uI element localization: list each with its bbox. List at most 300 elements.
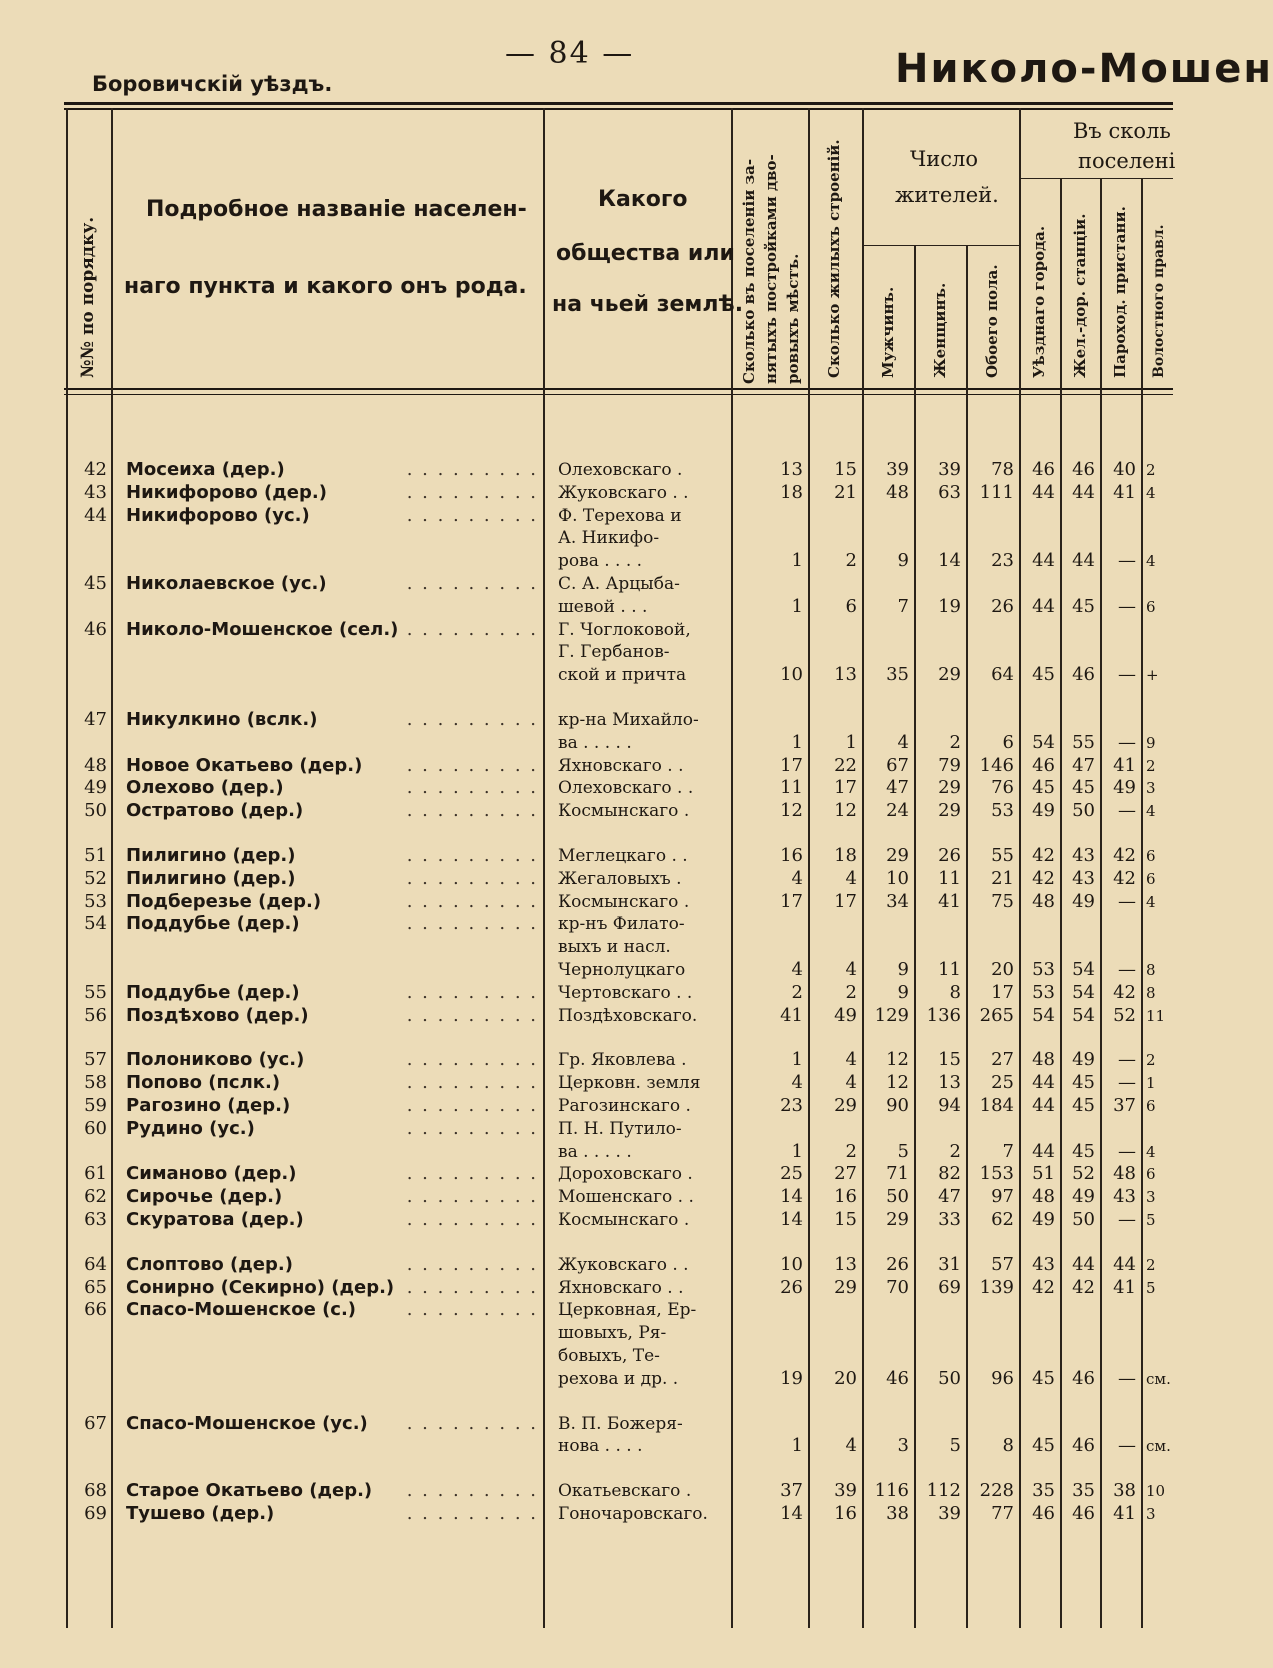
society-line: Олеховскаго . . (558, 778, 694, 799)
cell-pier: — (1118, 550, 1136, 572)
cell-f: 39 (938, 459, 961, 480)
cell-yards: 17 (780, 754, 803, 776)
header-bottom-rule (64, 388, 1173, 390)
page-number: — 84 — (505, 36, 635, 71)
place-name: Поддубье (дер.) (126, 913, 300, 935)
header-distance-line1: Въ сколь (1073, 119, 1171, 143)
cell-town: 44 (1032, 1140, 1055, 1162)
cell-yards: 14 (780, 1503, 803, 1524)
cell-volost: 10 (1146, 1482, 1166, 1501)
cell-m: 70 (886, 1276, 909, 1298)
cell-town: 48 (1032, 890, 1055, 912)
cell-pier: — (1118, 890, 1136, 912)
cell-rail: 54 (1072, 958, 1095, 980)
cell-yards: 37 (780, 1480, 803, 1502)
cell-yards: 19 (780, 1367, 803, 1389)
cell-t: 184 (979, 1095, 1014, 1116)
cell-bld: 4 (845, 867, 857, 889)
cell-bld: 29 (834, 1276, 857, 1298)
cell-town: 45 (1032, 1435, 1055, 1457)
cell-rail: 44 (1072, 1253, 1095, 1275)
cell-f: 136 (926, 1004, 961, 1026)
cell-town: 44 (1032, 595, 1055, 617)
cell-volost: 2 (1146, 1255, 1156, 1274)
row-number: 52 (84, 867, 107, 889)
society-line: Яхновскаго . . (558, 1277, 684, 1298)
place-name: Никифорово (ус.) (126, 504, 310, 526)
cell-rail: 49 (1072, 1186, 1095, 1208)
table-row (0, 1255, 1173, 1278)
leader-dots: . . . . . . . . . (406, 1186, 538, 1208)
leader-dots: . . . . . . . . . (406, 1503, 538, 1524)
cell-town: 46 (1032, 754, 1055, 776)
cell-volost: 6 (1146, 1097, 1156, 1115)
leader-dots: . . . . . . . . . (406, 1253, 538, 1275)
society-line: ской и причта (558, 665, 687, 686)
cell-pier: — (1118, 958, 1136, 980)
leader-dots: . . . . . . . . . (406, 890, 538, 912)
cell-t: 6 (1002, 731, 1014, 753)
district-title: Боровичскій уѣздъ. (92, 72, 333, 96)
place-name: Остратово (дер.) (126, 800, 304, 822)
table-row (0, 1096, 1173, 1119)
cell-f: 8 (949, 981, 961, 1003)
cell-yards: 13 (780, 459, 803, 480)
society-line: шевой . . . (558, 596, 648, 617)
cell-bld: 27 (834, 1163, 857, 1185)
cell-f: 15 (938, 1049, 961, 1071)
cell-t: 75 (991, 890, 1014, 912)
cell-volost: 4 (1146, 552, 1156, 571)
cell-volost: см. (1146, 1369, 1171, 1388)
place-name: Поздѣхово (дер.) (126, 1004, 309, 1026)
cell-bld: 12 (834, 800, 857, 822)
cell-t: 27 (991, 1049, 1014, 1071)
cell-bld: 22 (834, 754, 857, 776)
cell-rail: 45 (1072, 1140, 1095, 1162)
header-volost-board: Волостного правл. (1151, 224, 1167, 378)
cell-m: 129 (874, 1004, 909, 1026)
header-society-line2: общества или (556, 241, 735, 266)
row-number: 67 (84, 1412, 107, 1434)
cell-t: 228 (979, 1480, 1014, 1502)
cell-t: 265 (979, 1004, 1014, 1026)
cell-volost: + (1146, 666, 1159, 685)
place-name: Полониково (ус.) (126, 1049, 305, 1071)
cell-m: 35 (886, 664, 909, 686)
cell-m: 34 (886, 890, 909, 912)
cell-pier: — (1118, 1209, 1136, 1230)
cell-yards: 1 (791, 1140, 803, 1162)
cell-f: 29 (938, 800, 961, 822)
leader-dots: . . . . . . . . . (406, 1299, 538, 1321)
society-line: выхъ и насл. (558, 937, 671, 958)
cell-yards: 23 (780, 1095, 803, 1116)
cell-f: 11 (938, 867, 961, 889)
cell-volost: 1 (1146, 1074, 1156, 1093)
cell-t: 55 (991, 845, 1014, 866)
cell-yards: 4 (791, 867, 803, 889)
cell-volost: 6 (1146, 597, 1156, 616)
leader-dots: . . . . . . . . . (406, 1004, 538, 1026)
row-number: 49 (84, 777, 107, 799)
cell-volost: 3 (1146, 779, 1156, 798)
cell-town: 49 (1032, 1209, 1055, 1230)
cell-pier: — (1118, 664, 1136, 686)
society-line: шовыхъ, Ря- (558, 1323, 667, 1344)
header-yards: Сколько въ поселеніи за- нятыхъ постройками дво- ровыхъ мѣстъ. (740, 154, 802, 384)
society-line: Г. Гербанов- (558, 642, 670, 663)
residents-subrule (862, 245, 1019, 246)
leader-dots: . . . . . . . . . (406, 1072, 538, 1094)
cell-f: 112 (926, 1480, 961, 1502)
table-row (0, 460, 1173, 483)
row-number: 61 (84, 1163, 107, 1185)
cell-t: 20 (991, 958, 1014, 980)
cell-rail: 35 (1072, 1480, 1095, 1502)
place-name: Симаново (дер.) (126, 1163, 297, 1185)
society-line: Жуковскаго . . (558, 1254, 689, 1275)
society-line: кр-нъ Филато- (558, 914, 685, 935)
cell-town: 46 (1032, 1503, 1055, 1524)
cell-f: 50 (938, 1367, 961, 1389)
header-buildings: Сколько жилыхъ строеній. (825, 139, 843, 378)
cell-m: 39 (886, 459, 909, 480)
cell-f: 26 (938, 845, 961, 866)
leader-dots: . . . . . . . . . (406, 481, 538, 503)
cell-town: 51 (1032, 1163, 1055, 1185)
table-row (0, 892, 1173, 915)
society-line: рова . . . . (558, 551, 643, 572)
row-number: 43 (84, 481, 107, 503)
cell-volost: см. (1146, 1437, 1171, 1456)
cell-f: 11 (938, 958, 961, 980)
cell-pier: 41 (1113, 481, 1136, 503)
place-name: Скуратова (дер.) (126, 1209, 304, 1230)
place-name: Рагозино (дер.) (126, 1095, 291, 1116)
cell-m: 9 (897, 958, 909, 980)
cell-yards: 11 (780, 777, 803, 799)
cell-town: 53 (1032, 981, 1055, 1003)
cell-volost: 2 (1146, 1051, 1156, 1070)
row-number: 48 (84, 754, 107, 776)
cell-yards: 10 (780, 664, 803, 686)
cell-m: 38 (886, 1503, 909, 1524)
cell-t: 139 (979, 1276, 1014, 1298)
cell-yards: 1 (791, 731, 803, 753)
place-name: Подберезье (дер.) (126, 890, 322, 912)
cell-volost: 6 (1146, 1165, 1156, 1184)
table-row (0, 983, 1173, 1006)
cell-bld: 2 (845, 550, 857, 572)
cell-bld: 13 (834, 1253, 857, 1275)
place-name: Старое Окатьево (дер.) (126, 1480, 373, 1502)
cell-volost: 4 (1146, 802, 1156, 821)
cell-town: 42 (1032, 845, 1055, 866)
cell-bld: 1 (845, 731, 857, 753)
header-col-number: №№ по порядку. (78, 216, 98, 378)
cell-bld: 17 (834, 890, 857, 912)
table-row (0, 1210, 1173, 1233)
cell-bld: 15 (834, 459, 857, 480)
cell-volost: 11 (1146, 1006, 1166, 1025)
cell-pier: 44 (1113, 1253, 1136, 1275)
cell-rail: 50 (1072, 800, 1095, 822)
cell-town: 44 (1032, 1095, 1055, 1116)
cell-rail: 46 (1072, 459, 1095, 480)
cell-rail: 54 (1072, 981, 1095, 1003)
society-line: кр-на Михайло- (558, 710, 699, 730)
header-bottom-rule-thin (64, 394, 1173, 395)
cell-f: 39 (938, 1503, 961, 1524)
place-name: Поддубье (дер.) (126, 981, 300, 1003)
society-line: ва . . . . . (558, 1141, 632, 1162)
place-name: Спасо-Мошенское (с.) (126, 1299, 357, 1321)
table-row (0, 1006, 1173, 1029)
society-line: В. П. Божеря- (558, 1413, 683, 1434)
cell-rail: 45 (1072, 1072, 1095, 1094)
header-society-line3: на чьей землѣ. (552, 292, 744, 317)
row-number: 56 (84, 1004, 107, 1026)
society-line: рехова и др. . (558, 1368, 679, 1389)
cell-m: 24 (886, 800, 909, 822)
cell-yards: 2 (791, 981, 803, 1003)
society-line: Окатьевскаго . (558, 1481, 692, 1502)
cell-t: 21 (991, 867, 1014, 889)
society-line: П. Н. Путило- (558, 1118, 682, 1139)
cell-f: 14 (938, 550, 961, 572)
row-number: 62 (84, 1186, 107, 1208)
header-pier: Пароход. пристани. (1111, 206, 1129, 378)
cell-town: 44 (1032, 481, 1055, 503)
table-row (0, 1300, 1173, 1391)
cell-bld: 16 (834, 1186, 857, 1208)
cell-yards: 26 (780, 1276, 803, 1298)
header-female: Женщинъ. (931, 282, 949, 378)
cell-town: 42 (1032, 867, 1055, 889)
top-rule-thin (64, 108, 1173, 110)
cell-yards: 12 (780, 800, 803, 822)
place-name: Спасо-Мошенское (ус.) (126, 1412, 368, 1434)
leader-dots: . . . . . . . . . (406, 709, 538, 730)
cell-m: 3 (897, 1435, 909, 1457)
cell-town: 35 (1032, 1480, 1055, 1502)
place-name: Сонирно (Секирно) (дер.) (126, 1276, 395, 1298)
cell-m: 71 (886, 1163, 909, 1185)
society-line: Гр. Яковлева . (558, 1050, 687, 1071)
cell-rail: 50 (1072, 1209, 1095, 1230)
table-row (0, 620, 1173, 688)
cell-t: 146 (979, 754, 1014, 776)
cell-rail: 49 (1072, 1049, 1095, 1071)
row-number: 42 (84, 459, 107, 480)
header-both: Обоего пола. (983, 264, 1001, 378)
cell-f: 33 (938, 1209, 961, 1230)
society-line: С. А. Арцыба- (558, 574, 680, 594)
place-name: Тушево (дер.) (126, 1503, 275, 1524)
table-row (0, 1278, 1173, 1301)
cell-m: 12 (886, 1072, 909, 1094)
cell-yards: 1 (791, 595, 803, 617)
cell-volost: 5 (1146, 1211, 1156, 1229)
volost-title: Николо-Мошен (895, 46, 1273, 92)
row-number: 46 (84, 618, 107, 640)
cell-m: 26 (886, 1253, 909, 1275)
cell-f: 79 (938, 754, 961, 776)
leader-dots: . . . . . . . . . (406, 845, 538, 866)
cell-town: 45 (1032, 1367, 1055, 1389)
row-number: 63 (84, 1209, 107, 1230)
cell-f: 2 (949, 1140, 961, 1162)
cell-pier: 41 (1113, 754, 1136, 776)
place-name: Олехово (дер.) (126, 777, 284, 799)
leader-dots: . . . . . . . . . (406, 1412, 538, 1434)
cell-town: 45 (1032, 777, 1055, 799)
cell-town: 42 (1032, 1276, 1055, 1298)
cell-rail: 46 (1072, 1435, 1095, 1457)
leader-dots: . . . . . . . . . (406, 1049, 538, 1071)
leader-dots: . . . . . . . . . (406, 618, 538, 640)
society-line: Олеховскаго . (558, 460, 683, 480)
society-line: А. Никифо- (558, 528, 660, 549)
leader-dots: . . . . . . . . . (406, 1480, 538, 1502)
cell-t: 23 (991, 550, 1014, 572)
cell-town: 53 (1032, 958, 1055, 980)
cell-town: 48 (1032, 1186, 1055, 1208)
table-row (0, 1481, 1173, 1504)
cell-pier: — (1118, 731, 1136, 753)
leader-dots: . . . . . . . . . (406, 573, 538, 594)
cell-pier: 42 (1113, 981, 1136, 1003)
cell-bld: 18 (834, 845, 857, 866)
row-number: 54 (84, 913, 107, 935)
table-row (0, 846, 1173, 869)
cell-pier: 40 (1113, 459, 1136, 480)
cell-pier: — (1118, 1072, 1136, 1094)
leader-dots: . . . . . . . . . (406, 800, 538, 822)
row-number: 58 (84, 1072, 107, 1094)
cell-bld: 4 (845, 1072, 857, 1094)
society-line: Космынскаго . (558, 801, 690, 822)
table-row (0, 1414, 1173, 1460)
row-number: 45 (84, 573, 107, 594)
row-number: 57 (84, 1049, 107, 1071)
society-line: Поздѣховскаго. (558, 1005, 698, 1026)
cell-t: 76 (991, 777, 1014, 799)
table-row (0, 756, 1173, 779)
cell-rail: 45 (1072, 777, 1095, 799)
cell-pier: 43 (1113, 1186, 1136, 1208)
header-distance-line2: поселені (1078, 149, 1176, 173)
cell-m: 116 (874, 1480, 909, 1502)
cell-bld: 49 (834, 1004, 857, 1026)
row-number: 55 (84, 981, 107, 1003)
header-residents-line2: жителей. (895, 183, 999, 207)
cell-m: 50 (886, 1186, 909, 1208)
table-row (0, 1164, 1173, 1187)
cell-volost: 2 (1146, 756, 1156, 775)
cell-volost: 2 (1146, 461, 1156, 479)
cell-pier: 41 (1113, 1503, 1136, 1524)
table-row (0, 1073, 1173, 1096)
cell-bld: 4 (845, 1049, 857, 1071)
cell-m: 5 (897, 1140, 909, 1162)
top-rule (64, 102, 1173, 105)
cell-m: 7 (897, 595, 909, 617)
cell-pier: — (1118, 1049, 1136, 1071)
society-line: Жуковскаго . . (558, 482, 689, 503)
row-number: 53 (84, 890, 107, 912)
row-number: 60 (84, 1117, 107, 1139)
header-residents-line1: Число (910, 147, 978, 171)
society-line: ва . . . . . (558, 732, 632, 753)
cell-t: 25 (991, 1072, 1014, 1094)
society-line: Г. Чоглоковой, (558, 619, 691, 640)
cell-town: 44 (1032, 1072, 1055, 1094)
header-name-line2: наго пункта и какого онъ рода. (124, 274, 527, 299)
society-line: Космынскаго . (558, 891, 690, 912)
leader-dots: . . . . . . . . . (406, 981, 538, 1003)
leader-dots: . . . . . . . . . (406, 459, 538, 480)
cell-pier: 37 (1113, 1095, 1136, 1116)
table-row (0, 574, 1173, 620)
leader-dots: . . . . . . . . . (406, 754, 538, 776)
cell-bld: 6 (845, 595, 857, 617)
cell-yards: 1 (791, 1435, 803, 1457)
row-number: 68 (84, 1480, 107, 1502)
society-line: Дороховскаго . (558, 1164, 693, 1185)
cell-m: 10 (886, 867, 909, 889)
cell-t: 26 (991, 595, 1014, 617)
cell-volost: 3 (1146, 1188, 1156, 1207)
cell-bld: 39 (834, 1480, 857, 1502)
cell-bld: 4 (845, 1435, 857, 1457)
cell-bld: 17 (834, 777, 857, 799)
table-row (0, 801, 1173, 824)
cell-t: 77 (991, 1503, 1014, 1524)
cell-t: 17 (991, 981, 1014, 1003)
society-line: Гоночаровскаго. (558, 1504, 708, 1524)
row-number: 69 (84, 1503, 107, 1524)
cell-rail: 49 (1072, 890, 1095, 912)
cell-t: 78 (991, 459, 1014, 480)
table-row (0, 778, 1173, 801)
cell-rail: 46 (1072, 1367, 1095, 1389)
cell-pier: 42 (1113, 845, 1136, 866)
cell-town: 45 (1032, 664, 1055, 686)
cell-m: 67 (886, 754, 909, 776)
cell-rail: 44 (1072, 481, 1095, 503)
cell-yards: 18 (780, 481, 803, 503)
place-name: Никифорово (дер.) (126, 481, 327, 503)
cell-town: 48 (1032, 1049, 1055, 1071)
cell-rail: 46 (1072, 664, 1095, 686)
table-row (0, 1187, 1173, 1210)
society-line: Церковная, Ер- (558, 1300, 697, 1321)
cell-m: 9 (897, 550, 909, 572)
society-line: Жегаловыхъ . (558, 868, 682, 889)
cell-yards: 4 (791, 958, 803, 980)
cell-pier: — (1118, 800, 1136, 822)
cell-t: 7 (1002, 1140, 1014, 1162)
cell-rail: 55 (1072, 731, 1095, 753)
cell-rail: 52 (1072, 1163, 1095, 1185)
row-number: 50 (84, 800, 107, 822)
leader-dots: . . . . . . . . . (406, 1276, 538, 1298)
leader-dots: . . . . . . . . . (406, 504, 538, 526)
leader-dots: . . . . . . . . . (406, 777, 538, 799)
society-line: Рагозинскаго . (558, 1096, 691, 1116)
